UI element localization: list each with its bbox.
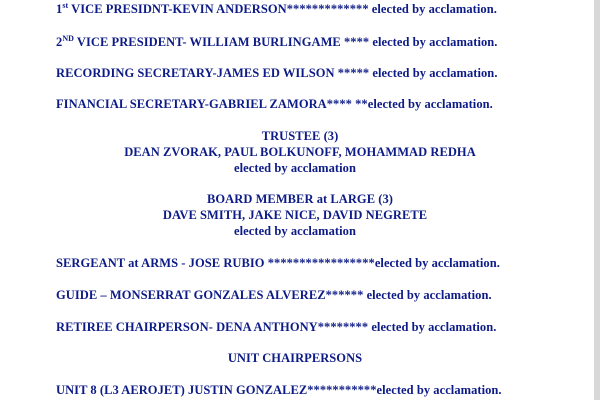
second-vice-president-text: VICE PRESIDENT- WILLIAM BURLINGAME **** elected by acclamation. <box>73 35 498 49</box>
second-vice-president-ordinal: ND <box>62 33 74 43</box>
board-member-names: DAVE SMITH, JAKE NICE, DAVID NEGRETE <box>162 208 428 222</box>
first-vice-president-ordinal: st <box>62 0 69 10</box>
recording-secretary-line: RECORDING SECRETARY-JAMES ED WILSON ***** elected by acclamation. <box>56 66 498 80</box>
first-vice-president-line <box>56 2 497 17</box>
second-vice-president-line <box>56 35 497 50</box>
board-member-status: elected by acclamation <box>234 224 356 238</box>
financial-secretary-line: FINANCIAL SECRETARY-GABRIEL ZAMORA**** **elected by acclamation. <box>56 97 493 111</box>
sergeant-at-arms-line: SERGEANT at ARMS - JOSE RUBIO *****************elected by acclamation. <box>56 256 500 270</box>
trustee-heading: TRUSTEE (3) <box>261 129 339 143</box>
second-vice-president-number: 2 <box>56 35 63 49</box>
trustee-status: elected by acclamation <box>234 161 356 175</box>
unit-chairpersons-heading: UNIT CHAIRPERSONS <box>227 351 363 365</box>
trustee-names: DEAN ZVORAK, PAUL BOLKUNOFF, MOHAMMAD REDHA <box>124 145 476 159</box>
board-member-heading: BOARD MEMBER at LARGE (3) <box>207 192 393 206</box>
guide-line: GUIDE – MONSERRAT GONZALES ALVEREZ****** elected by acclamation. <box>56 288 492 302</box>
retiree-chairperson-line: RETIREE CHAIRPERSON- DENA ANTHONY******** elected by acclamation. <box>56 320 497 334</box>
unit-8-line: UNIT 8 (L3 AEROJET) JUSTIN GONZALEZ***********elected by acclamation. <box>56 383 502 397</box>
first-vice-president-text: VICE PRESIDNT-KEVIN ANDERSON************* elected by acclamation. <box>68 2 497 16</box>
first-vice-president-number: 1 <box>56 2 63 16</box>
page-edge-shadow <box>594 0 600 400</box>
